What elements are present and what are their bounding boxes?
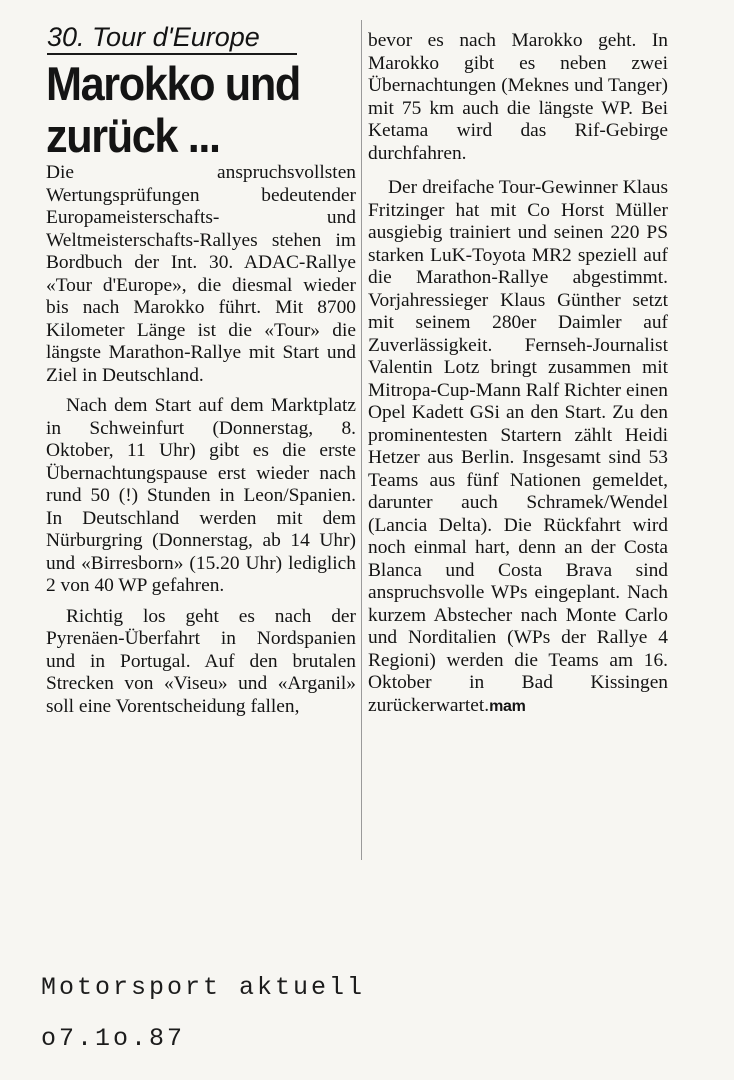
- column-divider: [361, 20, 362, 860]
- article-headline: [46, 58, 322, 162]
- headline-line-2: zurück ...: [46, 109, 220, 162]
- paragraph-intro: Die anspruchsvollsten Wertungsprüfungen bedeutender Europameisterschafts- und Weltmeisterschafts-Rallyes stehen im Bordbuch der Int. 30. ADAC-Rallye «Tour d'Europe», die diesmal wieder bis nach Marokko führt. Mit 8700 Kilometer Länge ist die «Tour» die längste Marathon-Rallye mit Start und Ziel in Deutschland.: [46, 162, 356, 386]
- paragraph-start: Nach dem Start auf dem Marktplatz in Schweinfurt (Donnerstag, 8. Oktober, 11 Uhr) gibt es die erste Übernachtungspause erst wieder nach rund 50 (!) Stunden in Leon/Spanien. In Deutschland werden mit dem Nürburgring (Donnerstag, ab 14 Uhr) und «Birresborn» (15.20 Uhr) lediglich 2 von 40 WP gefahren.: [46, 395, 356, 596]
- article-right-column: [368, 30, 668, 718]
- paragraph-morocco: bevor es nach Marokko geht. In Marokko gibt es neben zwei Übernachtungen (Meknes und Tanger) mit 75 km auch die längste WP. Bei Ketama wird das Rif-Gebirge durchfahren.: [368, 30, 668, 164]
- article-kicker: 30. Tour d'Europe: [47, 22, 297, 55]
- publication-name: Motorsport aktuell: [41, 973, 366, 1002]
- headline-line-1: Marokko und: [46, 57, 300, 110]
- paragraph-pyrenees: Richtig los geht es nach der Pyrenäen-Überfahrt in Nordspanien und in Portugal. Auf den brutalen Strecken von «Viseu» und «Arganil» soll eine Vorentscheidung fallen,: [46, 605, 356, 717]
- paragraph-drivers-text: Der dreifache Tour-Gewinner Klaus Fritzinger hat mit Co Horst Müller ausgiebig trainiert und seinen 220 PS starken LuK-Toyota MR2 speziell auf die Marathon-Rallye abgestimmt. Vorjahressieger Klaus Günther setzt mit seinem 280er Daimler auf Zuverlässigkeit. Fernseh-Journalist Valentin Lotz bringt zusammen mit Mitropa-Cup-Mann Ralf Richter einen Opel Kadett GSi an den Start. Zu den prominentesten Startern zählt Heidi Hetzer aus Berlin. Insgesamt sind 53 Teams aus fünf Nationen gemeldet, darunter auch Schramek/Wendel (Lancia Delta). Die Rückfahrt wird noch einmal hart, denn an der Costa Blanca und Costa Brava sind anspruchsvolle WPs eingeplant. Nach kurzem Abstecher nach Monte Carlo und Norditalien (WPs der Rallye 4 Regioni) werden die Teams am 16. Oktober in Bad Kissingen zurückerwartet.: [368, 177, 668, 716]
- paragraph-drivers: [368, 177, 668, 718]
- article-left-column: [46, 162, 356, 718]
- author-signature: mam: [489, 697, 526, 715]
- publication-date: o7.1o.87: [41, 1024, 186, 1053]
